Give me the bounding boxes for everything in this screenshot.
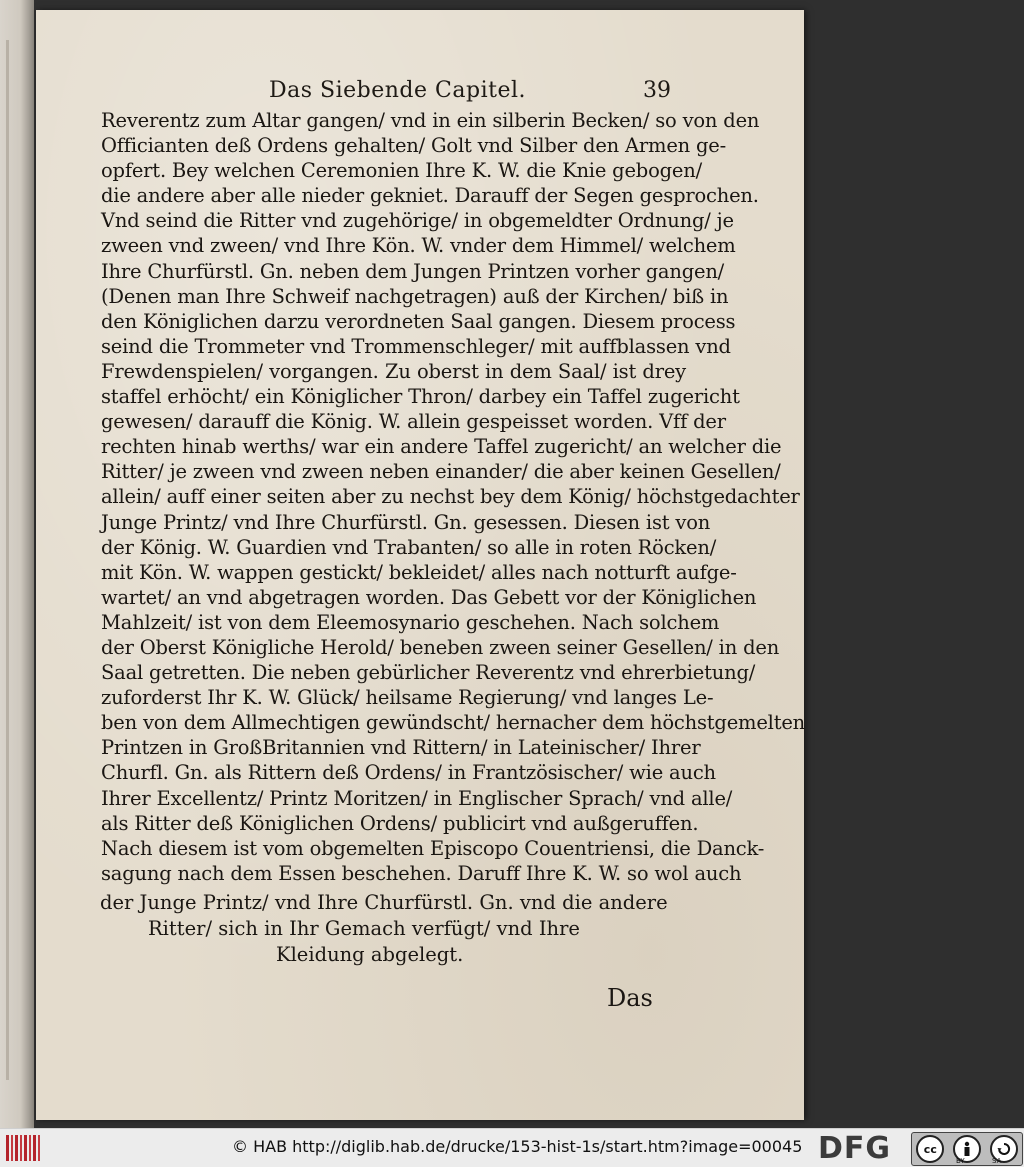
text-line: Ritter/ je zween vnd zween neben einander/ die aber keinen Gesellen/ xyxy=(101,460,781,484)
page-number: 39 xyxy=(643,78,671,103)
text-line: Printzen in GroßBritannien vnd Rittern/ in Lateinischer/ Ihrer xyxy=(101,736,701,760)
body-text xyxy=(101,108,806,886)
text-line: opfert. Bey welchen Ceremonien Ihre K. W. die Knie gebogen/ xyxy=(101,159,702,183)
text-line: wartet/ an vnd abgetragen worden. Das Gebett vor der Königlichen xyxy=(101,585,757,609)
copyright-link[interactable]: © HAB http://diglib.hab.de/drucke/153-hist-1s/start.htm?image=00045 xyxy=(232,1137,803,1156)
text-line: seind die Trommeter vnd Trommenschleger/ mit auffblassen vnd xyxy=(101,334,731,358)
by-label: BY xyxy=(956,1157,965,1165)
text-line: staffel erhöcht/ ein Königlicher Thron/ darbey ein Taffel zugericht xyxy=(101,385,740,409)
text-line: sagung nach dem Essen beschehen. Daruff Ihre K. W. so wol auch xyxy=(101,861,742,885)
text-line: den Königlichen darzu verordneten Saal gangen. Diesem process xyxy=(101,309,736,333)
text-line: der König. W. Guardien vnd Trabanten/ so alle in roten Röcken/ xyxy=(101,535,717,559)
text-line: Ihre Churfürstl. Gn. neben dem Jungen Printzen vorher gangen/ xyxy=(101,259,725,283)
text-line: rechten hinab werths/ war ein andere Taffel zugericht/ an welcher die xyxy=(101,435,782,459)
text-line: Nach diesem ist vom obgemelten Episcopo Couentriensi, die Danck- xyxy=(101,836,765,860)
text-line: allein/ auff einer seiten aber zu nechst bey dem König/ höchstgedachter xyxy=(101,485,800,509)
text-line: zuforderst Ihr K. W. Glück/ heilsame Regierung/ vnd langes Le- xyxy=(101,686,714,710)
text-line: ben von dem Allmechtigen gewündscht/ hernacher dem höchstgemelten xyxy=(101,711,806,735)
running-title: Das Siebende Capitel. xyxy=(269,78,526,103)
sa-label: SA xyxy=(992,1157,1002,1165)
text-line: Frewdenspielen/ vorgangen. Zu oberst in dem Saal/ ist drey xyxy=(101,359,686,383)
text-line: Reverentz zum Altar gangen/ vnd in ein silberin Becken/ so von den xyxy=(101,109,760,132)
cc-icon: cc xyxy=(916,1135,944,1163)
running-head xyxy=(36,78,804,108)
text-line: Junge Printz/ vnd Ihre Churfürstl. Gn. gesessen. Diesen ist von xyxy=(101,510,711,534)
catchword: Das xyxy=(607,984,653,1012)
text-line: Churfl. Gn. als Rittern deß Ordens/ in Frantzösischer/ wie auch xyxy=(101,761,716,785)
text-line: Ihrer Excellentz/ Printz Moritzen/ in Englischer Sprach/ vnd alle/ xyxy=(101,786,733,810)
text-line: gewesen/ darauff die König. W. allein gespeisset worden. Vff der xyxy=(101,410,726,434)
text-line: Vnd seind die Ritter vnd zugehörige/ in obgemeldter Ordnung/ je xyxy=(101,209,734,233)
text-line: die andere aber alle nieder gekniet. Darauff der Segen gesprochen. xyxy=(101,184,759,208)
text-line: zween vnd zween/ vnd Ihre Kön. W. vnder dem Himmel/ welchem xyxy=(101,234,736,258)
closing-line: Ritter/ sich in Ihr Gemach verfügt/ vnd Ihre xyxy=(148,917,580,940)
closing-line: Kleidung abgelegt. xyxy=(276,943,464,966)
text-line: Officianten deß Ordens gehalten/ Golt vnd Silber den Armen ge- xyxy=(101,134,727,158)
hab-logo-icon[interactable] xyxy=(6,1135,40,1161)
text-line: Saal getretten. Die neben gebürlicher Reverentz vnd ehrerbietung/ xyxy=(101,661,756,685)
text-line: Mahlzeit/ ist von dem Eleemosynario geschehen. Nach solchem xyxy=(101,610,720,634)
closing-line: der Junge Printz/ vnd Ihre Churfürstl. Gn. vnd die andere xyxy=(100,891,668,914)
viewer-footer xyxy=(0,1128,1024,1167)
text-line: der Oberst Königliche Herold/ beneben zween seiner Gesellen/ in den xyxy=(101,635,780,659)
dfg-logo[interactable]: DFG xyxy=(818,1131,892,1166)
previous-page-edge xyxy=(0,0,34,1128)
cc-license-badge[interactable] xyxy=(911,1132,1023,1166)
text-line: mit Kön. W. wappen gestickt/ bekleidet/ alles nach notturft aufge- xyxy=(101,560,737,584)
text-line: (Denen man Ihre Schweif nachgetragen) auß der Kirchen/ biß in xyxy=(101,284,729,308)
text-line: als Ritter deß Königlichen Ordens/ publicirt vnd außgeruffen. xyxy=(101,811,699,835)
